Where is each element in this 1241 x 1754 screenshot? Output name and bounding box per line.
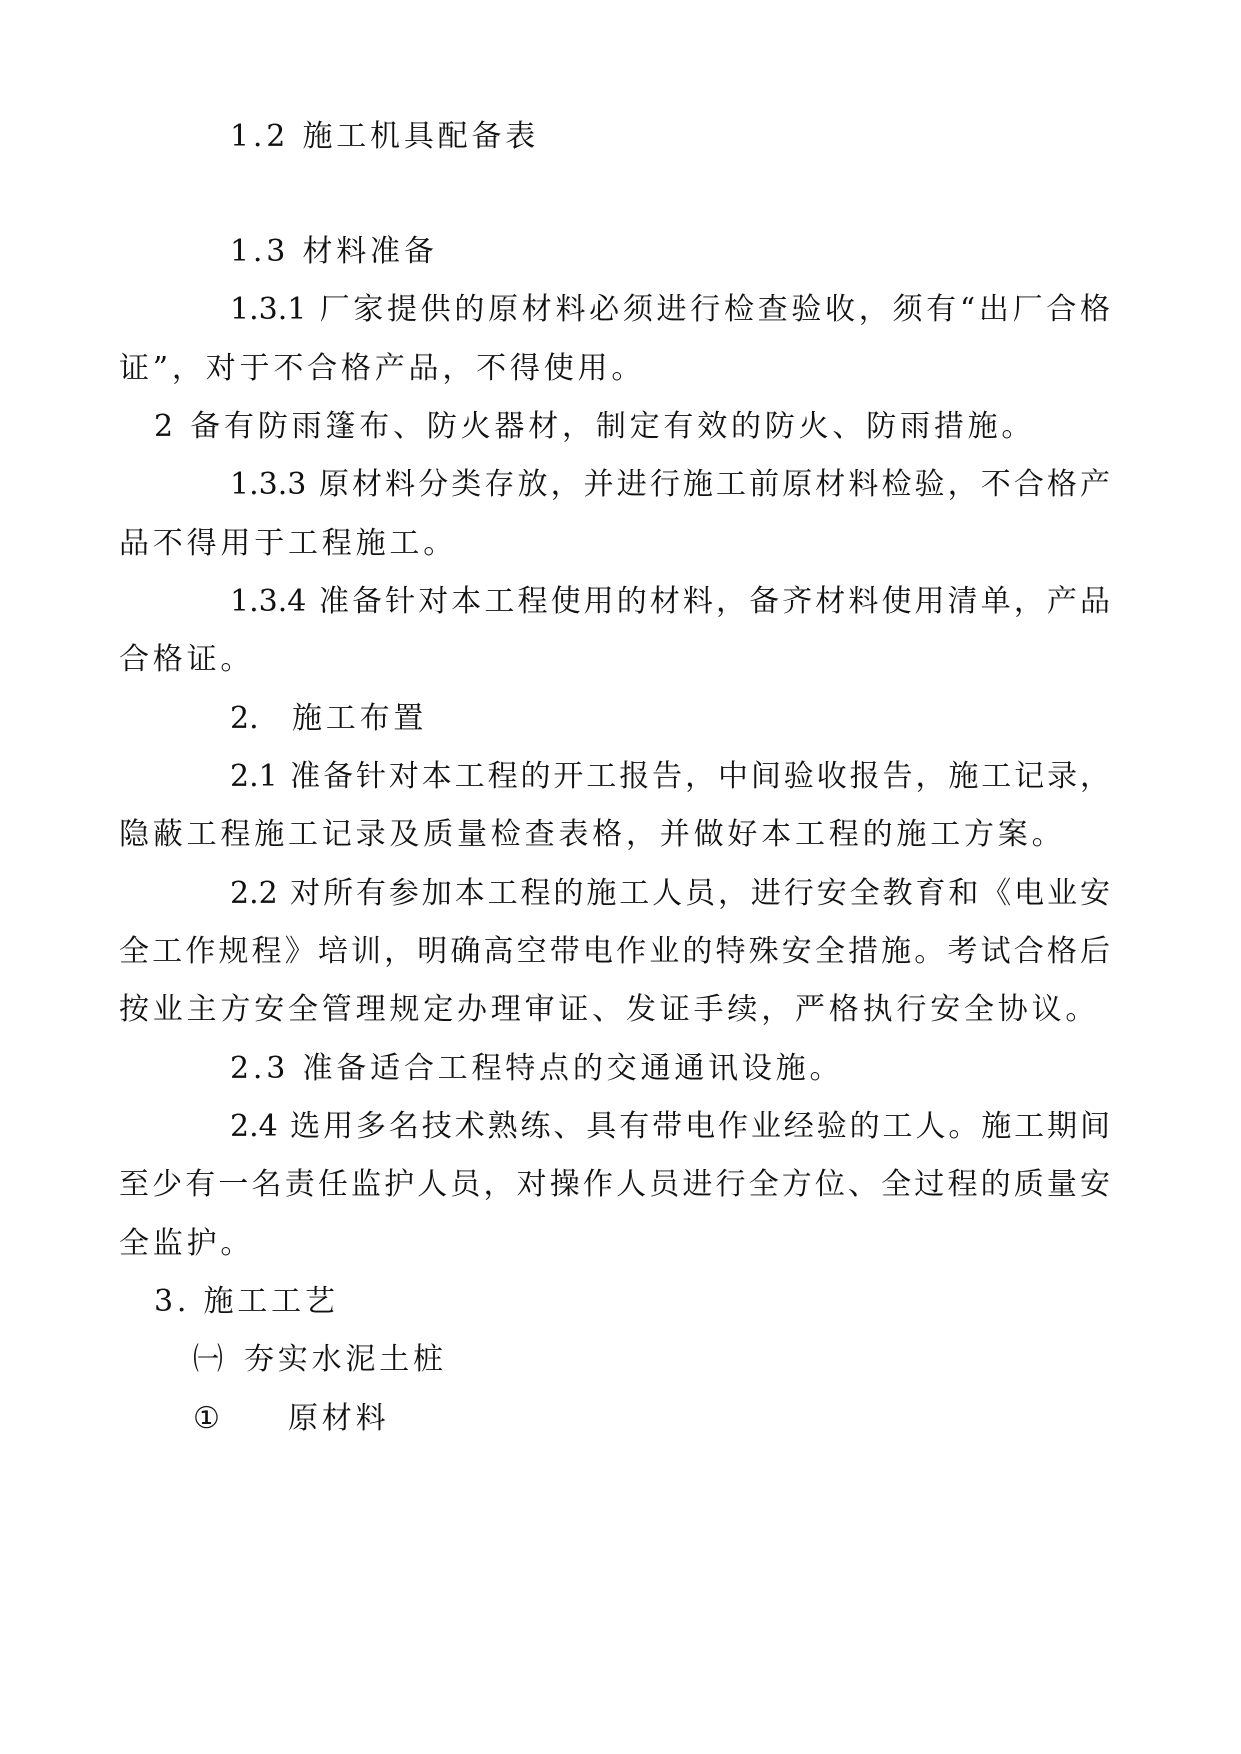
paragraph-1-3-2: 2 备有防雨篷布、防火器材，制定有效的防火、防雨措施。 — [154, 409, 1036, 444]
section-2-number: 2. — [230, 701, 259, 736]
section-heading-1-2: 1.2 施工机具配备表 — [230, 119, 540, 154]
subsection-marker-1: ㈠ — [193, 1342, 223, 1377]
circled-number-marker-1: ① — [193, 1401, 220, 1436]
paragraph-1-3-1-line-1: 1.3.1 厂家提供的原材料必须进行检查验收，须有“出厂合格 — [230, 292, 1110, 327]
paragraph-2-2-line-2: 全工作规程》培训，明确高空带电作业的特殊安全措施。考试合格后 — [119, 934, 1110, 969]
paragraph-2-3: 2.3 准备适合工程特点的交通通讯设施。 — [230, 1051, 844, 1086]
paragraph-2-1-line-2: 隐蔽工程施工记录及质量检查表格，并做好本工程的施工方案。 — [119, 817, 1066, 852]
paragraph-1-3-3-line-2: 品不得用于工程施工。 — [119, 526, 457, 561]
section-2-heading: 施工布置 — [292, 701, 428, 736]
paragraph-1-3-4-line-1: 1.3.4 准备针对本工程使用的材料，备齐材料使用清单，产品 — [230, 584, 1110, 619]
section-3-heading: 3. 施工工艺 — [154, 1284, 339, 1319]
paragraph-2-4-line-1: 2.4 选用多名技术熟练、具有带电作业经验的工人。施工期间 — [230, 1109, 1110, 1144]
paragraph-2-4-line-3: 全监护。 — [119, 1226, 255, 1261]
paragraph-1-3-3-line-1: 1.3.3 原材料分类存放，并进行施工前原材料检验，不合格产 — [230, 467, 1110, 502]
paragraph-2-1-line-1: 2.1 准备针对本工程的开工报告，中间验收报告，施工记录， — [230, 759, 1110, 794]
paragraph-1-3-1-line-2: 证”，对于不合格产品，不得使用。 — [119, 351, 646, 386]
paragraph-2-2-line-1: 2.2 对所有参加本工程的施工人员，进行安全教育和《电业安 — [230, 876, 1110, 911]
paragraph-2-4-line-2: 至少有一名责任监护人员，对操作人员进行全方位、全过程的质量安 — [119, 1167, 1110, 1202]
subsection-item-heading-1: 原材料 — [288, 1401, 390, 1436]
subsection-heading-1: 夯实水泥土桩 — [244, 1342, 447, 1377]
paragraph-2-2-line-3: 按业主方安全管理规定办理审证、发证手续，严格执行安全协议。 — [119, 992, 1100, 1027]
section-heading-1-3: 1.3 材料准备 — [230, 234, 438, 269]
paragraph-1-3-4-line-2: 合格证。 — [119, 642, 255, 677]
